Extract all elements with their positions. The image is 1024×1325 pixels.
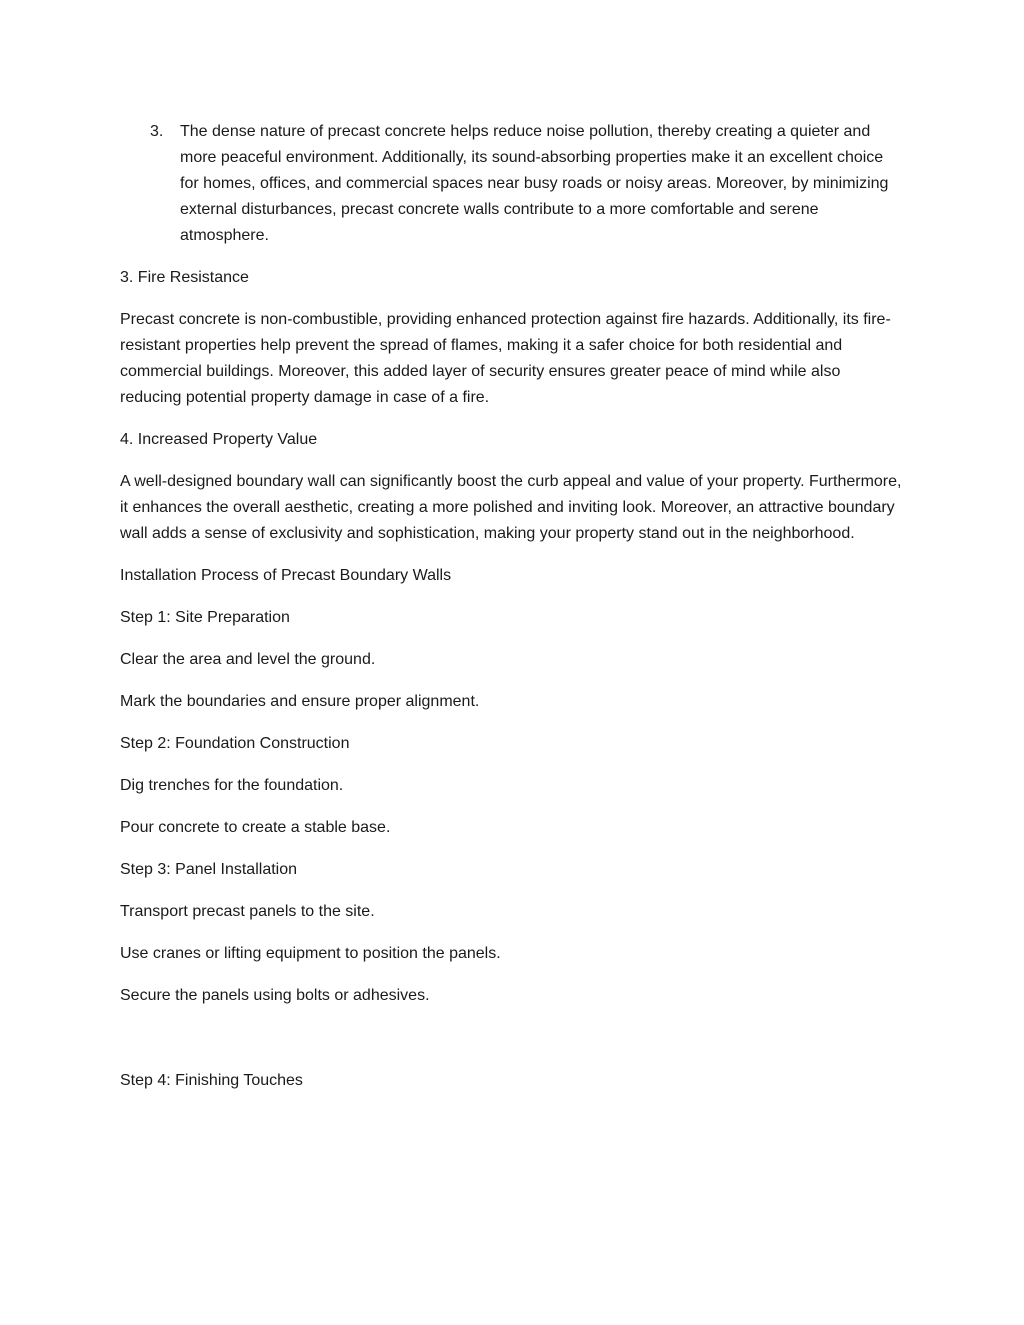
section-heading-installation: Installation Process of Precast Boundary Walls [120, 567, 452, 584]
list-number: 3. [150, 123, 164, 140]
step-item: Dig trenches for the foundation. [120, 777, 344, 794]
blank-line [120, 1025, 906, 1068]
step-item: Secure the panels using bolts or adhesives. [120, 987, 430, 1004]
paragraph-fire-resistance: Precast concrete is non-combustible, providing enhanced protection against fire hazards. Additionally, its fire-resistant properties help prevent the spread of flames, making it a safer choice for both residential and commercial buildings. Moreover, this added layer of security ensures greater peace of mind while also reducing potential property damage in case of a fire. [120, 311, 891, 406]
step-item: Clear the area and level the ground. [120, 651, 376, 668]
step-item: Mark the boundaries and ensure proper alignment. [120, 693, 480, 710]
step-item: Pour concrete to create a stable base. [120, 819, 391, 836]
step-title-panel-installation: Step 3: Panel Installation [120, 861, 298, 878]
section-heading-fire-resistance: 3. Fire Resistance [120, 269, 249, 286]
numbered-list-item [120, 119, 906, 249]
document-body [120, 119, 906, 1110]
step-title-finishing-touches: Step 4: Finishing Touches [120, 1072, 303, 1089]
step-title-site-preparation: Step 1: Site Preparation [120, 609, 290, 626]
list-item-text: The dense nature of precast concrete helps reduce noise pollution, thereby creating a quieter and more peaceful environment. Additionally, its sound-absorbing properties make it an excellent choice for homes, offices, and commercial spaces near busy roads or noisy areas. Moreover, by minimizing external disturbances, precast concrete walls contribute to a more comfortable and serene atmosphere. [180, 123, 889, 244]
section-heading-property-value: 4. Increased Property Value [120, 431, 318, 448]
step-item: Use cranes or lifting equipment to position the panels. [120, 945, 501, 962]
step-item: Transport precast panels to the site. [120, 903, 375, 920]
step-title-foundation-construction: Step 2: Foundation Construction [120, 735, 350, 752]
paragraph-property-value: A well-designed boundary wall can significantly boost the curb appeal and value of your property. Furthermore, it enhances the overall aesthetic, creating a more polished and inviting look. Moreover, an attractive boundary wall adds a sense of exclusivity and sophistication, making your property stand out in the neighborhood. [120, 473, 902, 542]
